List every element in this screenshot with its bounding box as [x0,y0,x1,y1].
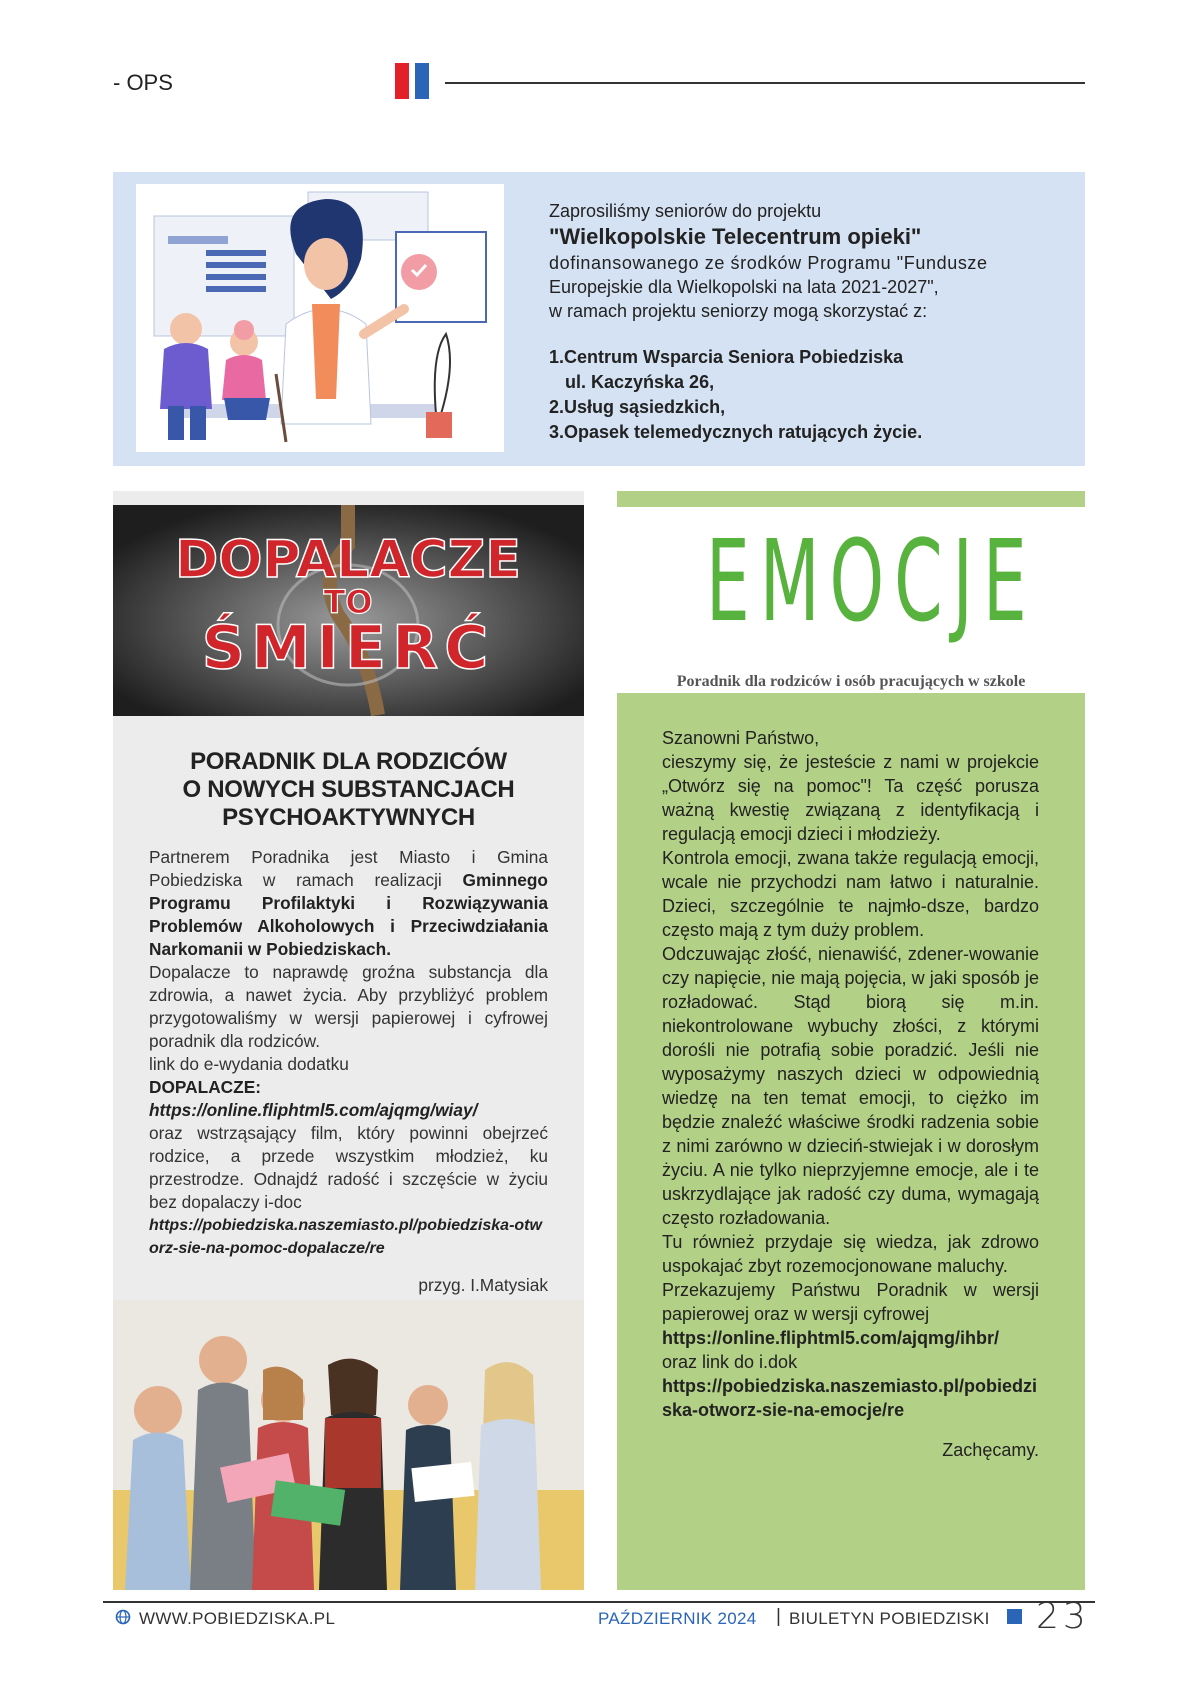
left-p1-program: Gminnego Programu Profilaktyki i Rozwiązywania Problemów Alkoholowych i Przeciwdziałania Narkomanii w Pobiedziskach [149,870,548,959]
right-closing: Zachęcamy. [942,1440,1039,1460]
left-body [149,846,548,1297]
footer-divider [103,1601,1095,1603]
footer-publication: BIULETYN POBIEDZISKI [789,1609,990,1628]
right-paragraph-1: cieszymy się, że jesteście z nami w projekcie „Otwórz się na pomoc"! Ta część porusza ważną kwestię związaną z identyfikacją i regulacją emocji dzieci i młodzieży. [662,752,1039,844]
left-dopalacze-label: DOPALACZE: [149,1077,261,1097]
page-number: 23 [1036,1596,1090,1637]
tele-item-1: 1.Centrum Wsparcia Seniora Pobiedziska [549,347,904,367]
tele-title: "Wielkopolskie Telecentrum opieki" [549,224,922,249]
flag-mark [395,63,431,99]
tele-intro: Zaprosiliśmy seniorów do projektu [549,201,822,221]
left-signature: przyg. I.Matysiak [418,1275,548,1295]
tele-funding-line-1: dofinansowanego ze środków Programu "Fundusze [549,253,988,273]
left-paragraph-1 [149,846,548,961]
tele-list [549,345,1064,445]
footer-date: PAŹDZIERNIK 2024 [598,1609,757,1628]
left-link-2[interactable]: https://pobiedziska.naszemiasto.pl/pobiedziska-otworz-sie-na-pomoc-dopalacze/re [149,1217,542,1257]
left-heading-line-1: PORADNIK DLA RODZICÓW [190,748,507,775]
right-paragraph-6: oraz link do i.dok [662,1352,798,1372]
tele-item-3: 3.Opasek telemedycznych ratujących życie. [549,422,923,442]
tele-item-2: 2.Usług sąsiedzkich, [549,397,726,417]
left-heading-line-2: O NOWYCH SUBSTANCJACH [182,776,515,803]
right-greeting: Szanowni Państwo, [662,728,820,748]
left-p1-end: . [386,939,392,959]
teenagers-photo [113,1300,584,1590]
left-paragraph-5: oraz wstrząsający film, który powinni obejrzeć rodzice, a przede wszystkim młodzież, ku przestrodze. Odnajdź radość i szczęście w życiu bez dopalaczy i-doc [149,1123,548,1212]
footer-square-mark [1007,1609,1022,1624]
right-link-2[interactable]: https://pobiedziska.naszemiasto.pl/pobiedziska-otworz-sie-na-emocje/re [662,1376,1038,1420]
dopalacze-image [113,505,584,716]
emocje-title: EMOCJE [705,517,1037,647]
left-link-1[interactable]: https://online.fliphtml5.com/ajqmg/wiay/ [149,1100,478,1120]
telecentrum-text [549,199,1064,445]
dopalacze-line-3: ŚMIERĆ [201,613,495,683]
footer-separator: | [776,1606,781,1627]
telemedicine-illustration [136,184,504,452]
right-paragraph-5: Przekazujemy Państwu Poradnik w wersji papierowej oraz w wersji cyfrowej [662,1280,1039,1324]
left-paragraph-2: Dopalacze to naprawdę groźna substancja dla zdrowia, a nawet życia. Aby przybliżyć problem przygotowaliśmy w wersji papierowej i cyfrowej poradnik dla rodziców. [149,962,548,1051]
dopalacze-line-2: TO [323,583,373,621]
right-paragraph-4: Tu również przydaje się wiedza, jak zdrowo uspokajać zbyt rozemocjonowane maluchy. [662,1232,1039,1276]
right-body [662,726,1039,1462]
emocje-subtitle: Poradnik dla rodziców i osób pracujących w szkole [676,673,1026,690]
left-heading-line-3: PSYCHOAKTYWNYCH [222,804,475,831]
tele-funding-line-3: w ramach projektu seniorzy mogą skorzystać z: [549,301,928,321]
dopalacze-line-1: DOPALACZE [175,530,521,590]
left-p1-intro: Partnerem Poradnika jest Miasto i Gmina Pobiedziska w ramach realizacji [149,847,548,890]
left-heading [113,748,584,832]
right-link-1[interactable]: https://online.fliphtml5.com/ajqmg/ihbr/ [662,1328,999,1348]
right-paragraph-3: Odczuwając złość, nienawiść, zdener-wowanie czy napięcie, nie mają pojęcia, w jaki sposób je rozładować. Stąd biorą się m.in. niekontrolowane wybuchy złości, z którymi dorośli nie potrafią sobie poradzić. Jeśli nie wyposażymy naszych dzieci w odpowiednią wiedzę na ten temat emocji, to ciężko im będzie znaleźć właściwe środki radzenia sobie z nimi zarówno w dzieciń-stwiejak i w dorosłym życiu. A nie tylko nieprzyjemne emocje, ale i te uskrzydlające jak radość czy duma, wymagają często rozładowania. [662,944,1039,1228]
tele-item-1-address: ul. Kaczyńska 26, [565,372,715,392]
right-paragraph-2: Kontrola emocji, zwana także regulacją emocji, wcale nie przychodzi nam łatwo i naturalnie. Dzieci, szczególnie te najmło-dsze, bardzo często mają z tym duży problem. [662,848,1039,940]
left-paragraph-3: link do e-wydania dodatku [149,1054,349,1074]
tele-funding-line-2: Europejskie dla Wielkopolski na lata 2021-2027", [549,277,939,297]
header-divider [445,82,1085,84]
section-label: - OPS [113,70,173,95]
globe-icon [115,1609,131,1625]
footer-website-link[interactable]: WWW.POBIEDZISKA.PL [139,1609,336,1628]
